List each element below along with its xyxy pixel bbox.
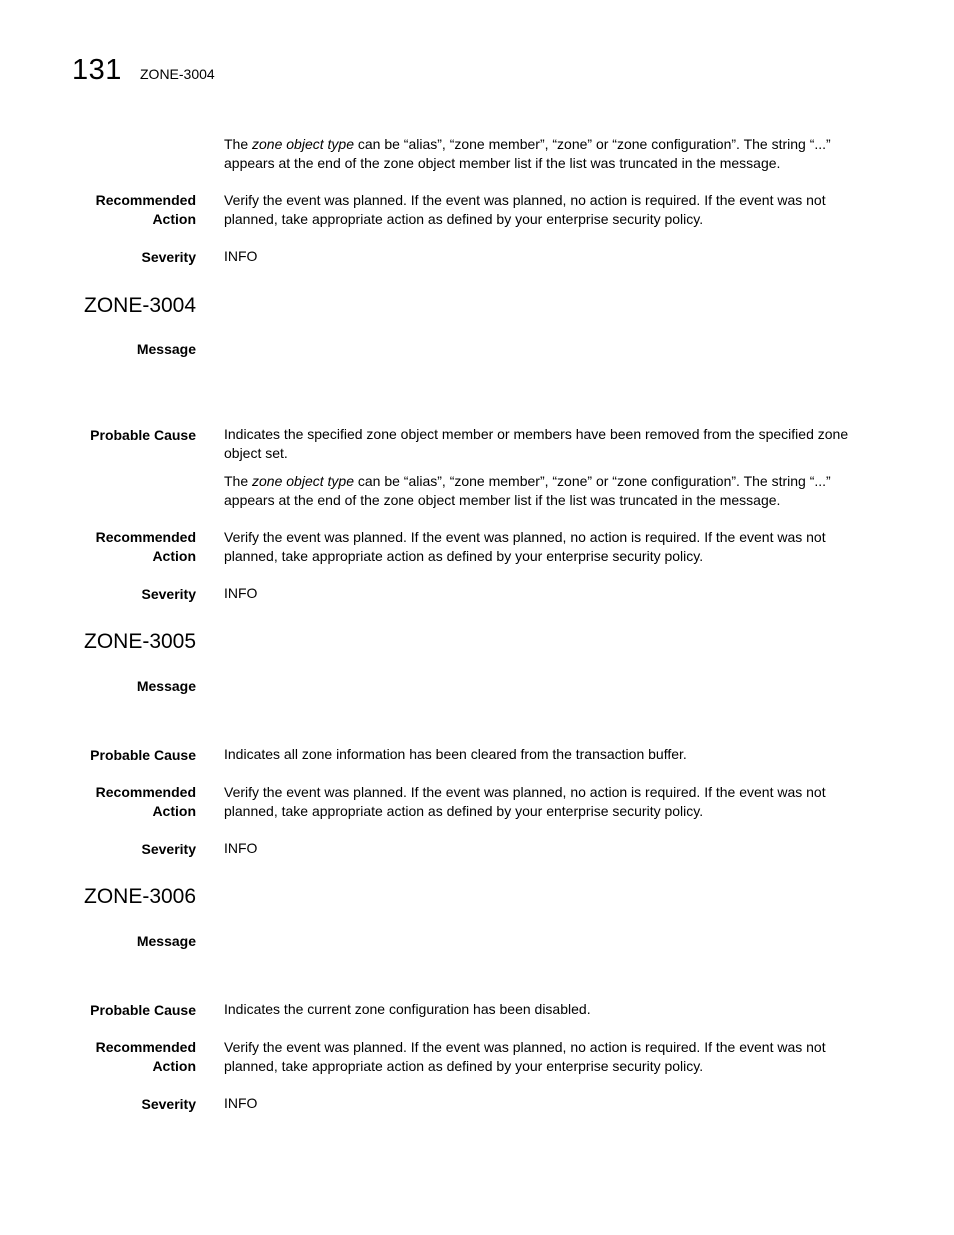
zone-3006-recommended-text: Verify the event was planned. If the event was planned, no action is required. If the event was not planned, take appropriate action as defined by your enterprise security policy. <box>224 1039 826 1074</box>
zone-3006-severity-label: Severity <box>141 1096 196 1112</box>
zone-3004-message-label: Message <box>136 341 196 357</box>
zone-3005-cause-label: Probable Cause <box>90 747 196 763</box>
intro-cause-paragraph: The zone object type can be “alias”, “zone member”, “zone” or “zone configuration”. The string “...” appears at the end of the zone object member list if the list was truncated in the message. <box>224 136 831 171</box>
zone-3004-recommended-text: Verify the event was planned. If the event was planned, no action is required. If the event was not planned, take appropriate action as defined by your enterprise security policy. <box>224 529 826 564</box>
zone-3004-cause-paragraph-2: The zone object type can be “alias”, “zone member”, “zone” or “zone configuration”. The string “...” appears at the end of the zone object member list if the list was truncated in the message. <box>224 473 831 508</box>
running-title: ZONE-3004 <box>140 66 215 82</box>
intro-recommended-text: Verify the event was planned. If the event was planned, no action is required. If the event was not planned, take appropriate action as defined by your enterprise security policy. <box>224 192 826 227</box>
zone-3005-message-label: Message <box>136 678 196 694</box>
intro-severity-value: INFO <box>224 248 258 264</box>
zone-3004-severity-value: INFO <box>224 585 258 601</box>
intro-recommended-label: Recommended Action <box>95 192 196 227</box>
zone-3004-severity-label: Severity <box>141 586 196 602</box>
zone-3006-cause-label: Probable Cause <box>90 1002 196 1018</box>
zone-3004-cause-paragraph-1: Indicates the specified zone object member or members have been removed from the specified zone object set. <box>224 426 849 461</box>
zone-3005-recommended-label: Recommended Action <box>95 784 196 819</box>
zone-3006-severity-value: INFO <box>224 1095 258 1111</box>
zone-3006-message-label: Message <box>136 933 196 949</box>
zone-3004-cause-label: Probable Cause <box>90 427 196 443</box>
zone-3005-heading: ZONE-3005 <box>84 630 197 653</box>
intro-severity-label: Severity <box>141 249 196 265</box>
page-number: 131 <box>72 54 122 86</box>
zone-3004-recommended-label: Recommended Action <box>95 529 196 564</box>
zone-3005-recommended-text: Verify the event was planned. If the event was planned, no action is required. If the event was not planned, take appropriate action as defined by your enterprise security policy. <box>224 784 826 819</box>
zone-3006-recommended-label: Recommended Action <box>95 1039 196 1074</box>
zone-3005-severity-label: Severity <box>141 841 196 857</box>
zone-3005-severity-value: INFO <box>224 840 258 856</box>
zone-3006-heading: ZONE-3006 <box>84 885 197 908</box>
zone-3006-cause-paragraph-1: Indicates the current zone configuration has been disabled. <box>224 1001 591 1017</box>
zone-3005-cause-paragraph-1: Indicates all zone information has been cleared from the transaction buffer. <box>224 746 687 762</box>
zone-3004-heading: ZONE-3004 <box>84 294 197 317</box>
